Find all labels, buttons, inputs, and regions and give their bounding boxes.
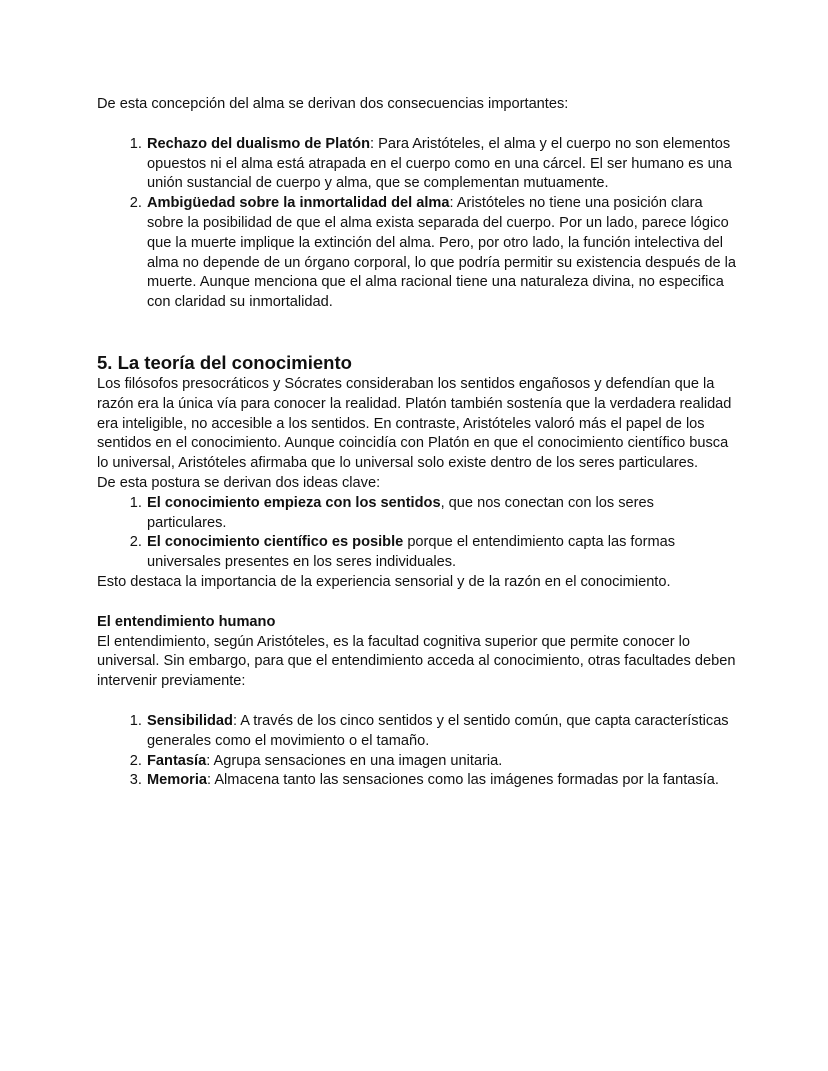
list-item-term: Fantasía [147, 752, 207, 769]
list-item [146, 194, 737, 313]
section-heading: 5. La teoría del conocimiento [97, 351, 352, 373]
list-item-text: , que nos conectan con los seres particulares. [147, 494, 654, 531]
intro-paragraph: De esta concepción del alma se derivan dos consecuencias importantes: [97, 96, 569, 112]
list-item [146, 752, 737, 772]
section-paragraph: Los filósofos presocráticos y Sócrates consideraban los sentidos engañosos y defendían que la razón era la única vía para conocer la realidad. Platón también sostenía que la verdadera realidad era inteligible, no accesible a los sentidos. En contraste, Aristóteles valoró más el papel de los sentidos en el conocimiento. Aunque coincidía con Platón en que el conocimiento científico busca lo universal, Aristóteles afirmaba que lo universal solo existe dentro de los seres particulares. [97, 375, 732, 472]
section-conclusion: Esto destaca la importancia de la experiencia sensorial y de la razón en el conocimiento. [97, 573, 671, 590]
list-item-text: porque el entendimiento capta las formas universales presentes en los seres individuales. [147, 534, 676, 571]
list-item-term: El conocimiento científico es posible [147, 534, 404, 551]
list-item-text: : A través de los cinco sentidos y el sentido común, que capta características generales como el movimiento o el tamaño. [147, 712, 729, 749]
section-lead: De esta postura se derivan dos ideas clave: [97, 474, 381, 491]
subsection-paragraph: El entendimiento, según Aristóteles, es la facultad cognitiva superior que permite conocer lo universal. Sin embargo, para que el entendimiento acceda al conocimiento, otras facultades deben intervenir previamente: [97, 633, 736, 690]
list-item-term: Memoria [147, 772, 208, 789]
list-item [146, 771, 737, 791]
subsection-heading: El entendimiento humano [97, 613, 276, 630]
list-item [146, 135, 737, 194]
faculties-list [97, 712, 737, 791]
list-item-term: Rechazo del dualismo de Platón [147, 135, 371, 152]
list-item [146, 494, 737, 534]
consequences-list [97, 135, 737, 313]
list-item-text: : Agrupa sensaciones en una imagen unitaria. [206, 752, 503, 769]
document-content [97, 95, 737, 791]
list-item-term: El conocimiento empieza con los sentidos [147, 494, 441, 511]
list-item-term: Sensibilidad [147, 712, 233, 729]
ideas-list [97, 494, 737, 573]
list-item [146, 533, 737, 573]
list-item-text: : Para Aristóteles, el alma y el cuerpo no son elementos opuestos ni el alma está atrapada en el cuerpo como en una cárcel. El ser humano es una unión sustancial de cuerpo y alma, que se complementan mutuamente. [147, 135, 732, 192]
list-item-term: Ambigüedad sobre la inmortalidad del alma [147, 195, 450, 212]
list-item-text: : Aristóteles no tiene una posición clara sobre la posibilidad de que el alma exista separada del cuerpo. Por un lado, parece lógico que la muerte implique la extinción del alma. Pero, por otro lado, la función intelectiva del alma no depende de un órgano corporal, lo que podría permitir su existencia después de la muerte. Aunque menciona que el alma racional tiene una naturaleza divina, no especifica con claridad su inmortalidad. [147, 195, 736, 311]
list-item [146, 712, 737, 752]
list-item-text: : Almacena tanto las sensaciones como las imágenes formadas por la fantasía. [207, 772, 719, 789]
